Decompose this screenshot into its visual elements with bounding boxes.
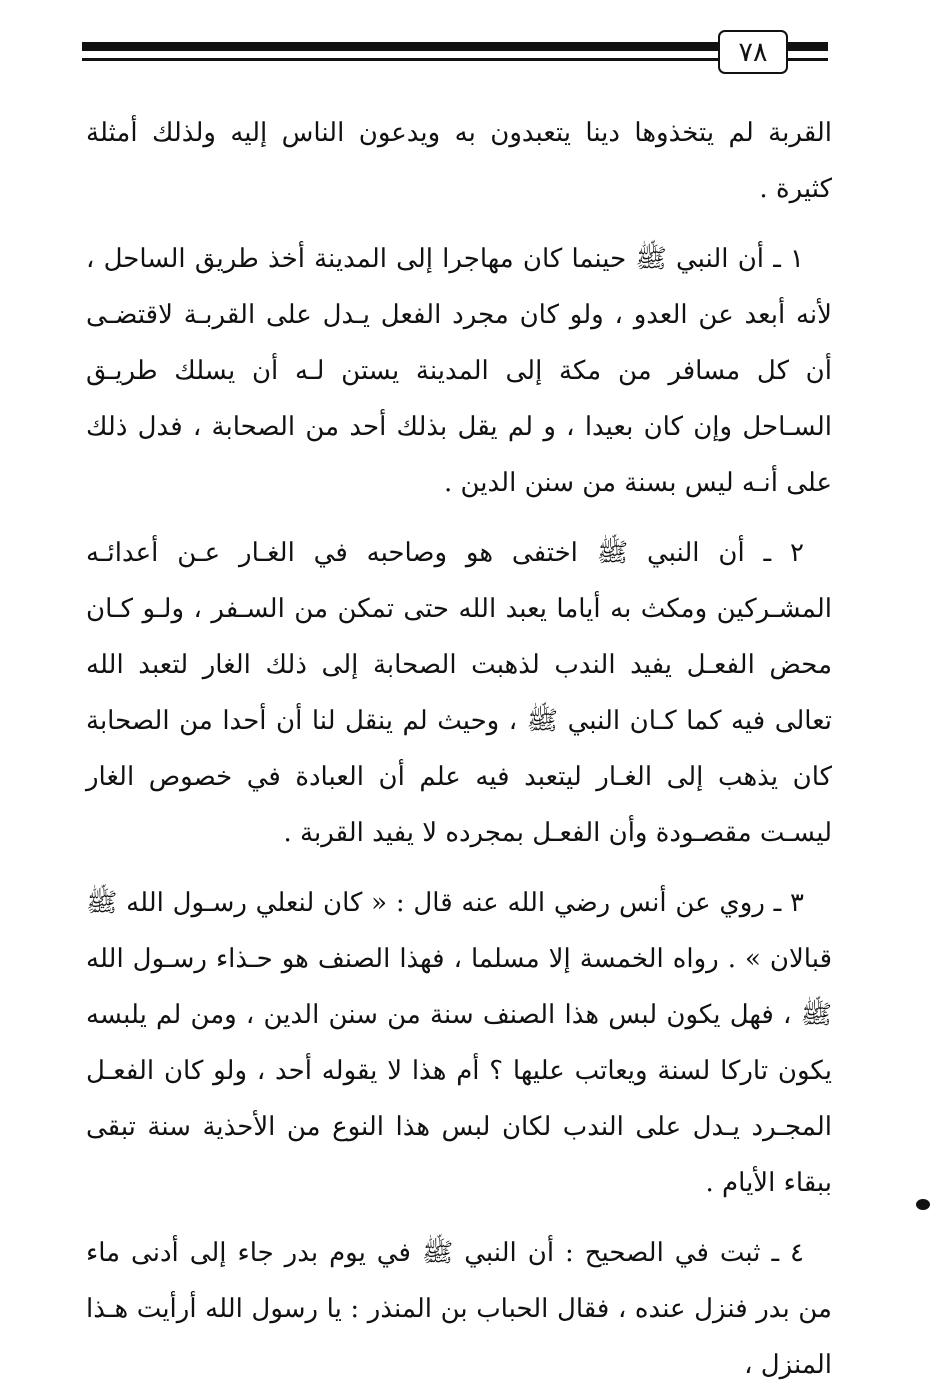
paragraph-item-1: ١ ـ أن النبي ﷺ حينما كان مهاجرا إلى المدينة أخذ طريق الساحل ، لأنه أبعد عن العدو ، ولو كان مجرد الفعل يـدل على القربـة لاقتضـى أن كل مسافر من مكة إلى المدينة يستن لـه أن يسلك طريـق السـاحل وإن كان بعيدا ، و لم يقل بذلك أحد من الصحابة ، فدل ذلك على أنـه ليس بسنة من سنن الدين . bbox=[86, 244, 832, 498]
paragraph-continuation: القربة لم يتخذوها دينا يتعبدون به ويدعون الناس إليه ولذلك أمثلة كثيرة . bbox=[86, 118, 832, 204]
header-rule-thin bbox=[82, 58, 718, 61]
paragraph-item-2: ٢ ـ أن النبي ﷺ اختفى هو وصاحبه في الغـار عـن أعدائـه المشـركين ومكث به أياما يعبد الله حتى تمكن من السـفر ، ولـو كـان محض الفعـل يفيد الندب لذهبت الصحابة إلى ذلك الغار لتعبد الله تعالى فيه كما كـان النبي ﷺ ، وحيث لم ينقل لنا أن أحدا من الصحابة كان يذهب إلى الغـار ليتعبد فيه علم أن العبادة في خصوص الغار ليسـت مقصـودة وأن الفعـل بمجرده لا يفيد القربة . bbox=[86, 538, 832, 848]
page-number-box bbox=[718, 30, 788, 74]
margin-bullet-mark bbox=[916, 1199, 930, 1210]
page-body bbox=[86, 105, 832, 1393]
page-number: ٧٨ bbox=[738, 36, 768, 68]
header-rule-thin-right bbox=[788, 58, 828, 61]
header-rule-thick bbox=[82, 42, 718, 51]
header-rule-thick-right bbox=[788, 42, 828, 51]
paragraph-item-3: ٣ ـ روي عن أنس رضي الله عنه قال : « كان لنعلي رسـول الله ﷺ قبالان » . رواه الخمسة إلا مسلما ، فهذا الصنف هو حـذاء رسـول الله ﷺ ، فهل يكون لبس هذا الصنف سنة من سنن الدين ، ومن لم يلبسه يكون تاركا لسنة ويعاتب عليها ؟ أم هذا لا يقوله أحد ، ولو كان الفعـل المجـرد يـدل على الندب لكان لبس هذا النوع من الأحذية سنة تبقى ببقاء الأيام . bbox=[86, 888, 832, 1198]
paragraph-item-4: ٤ ـ ثبت في الصحيح : أن النبي ﷺ في يوم بدر جاء إلى أدنى ماء من بدر فنزل عنده ، فقال الحباب بن المنذر : يا رسول الله أرأيت هـذا المنزل ، bbox=[86, 1238, 832, 1380]
page-header bbox=[82, 30, 828, 90]
